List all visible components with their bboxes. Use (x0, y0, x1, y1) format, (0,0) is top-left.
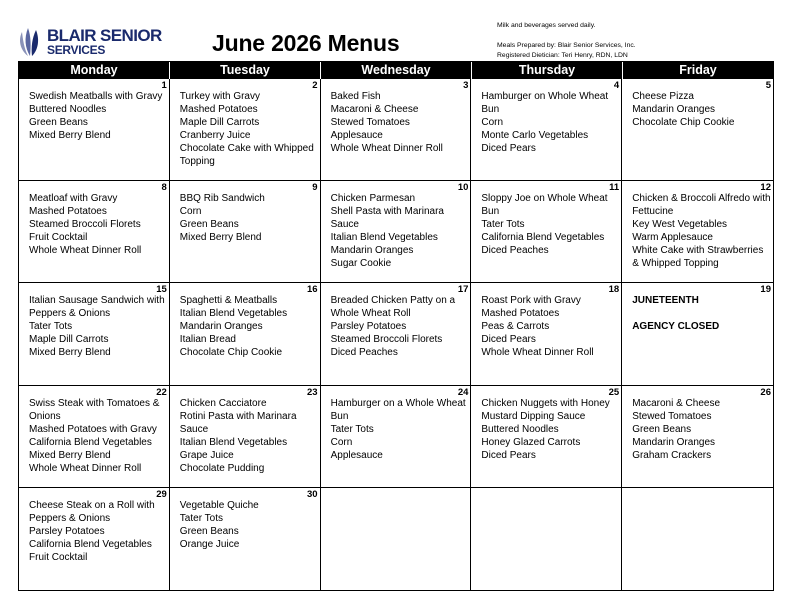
logo (16, 22, 162, 62)
menu-item: BBQ Rib Sandwich (179, 193, 265, 205)
menu-item: Chocolate Chip Cookie (632, 117, 735, 128)
menu-item: Shell Pasta with Marinara Sauce (330, 206, 444, 231)
beverage-note: Milk and beverages served daily. (497, 22, 596, 29)
menu-item: Tater Tots (29, 321, 73, 333)
day-number: 17 (457, 284, 469, 296)
tulip-logo-icon (16, 26, 44, 58)
menu-item: Fruit Cocktail (29, 232, 88, 244)
day-cell (471, 181, 622, 283)
day-cell (321, 79, 472, 181)
menu-item: Maple Dill Carrots (29, 334, 109, 346)
menu-item: Grape Juice (179, 449, 234, 461)
menu-item: Graham Crackers (632, 449, 712, 461)
menu-item: Italian Sausage Sandwich with Peppers & Onions (29, 295, 165, 320)
day-cell (471, 283, 622, 385)
menu-item: Cranberry Juice (179, 130, 251, 141)
menu-items (180, 499, 318, 551)
day-number: 26 (760, 386, 771, 398)
menu-items (180, 90, 318, 168)
day-cell (19, 283, 170, 385)
menu-item: Corn (481, 117, 504, 128)
menu-item: Tater Tots (481, 219, 525, 231)
menu-item: Cheese Steak on a Roll with Peppers & Onions (29, 499, 155, 524)
menu-item: Chocolate Cake with Whipped Topping (179, 143, 314, 167)
dietician-note: Registered Dietician: Teri Henry, RDN, LDN (497, 52, 628, 59)
day-number: 19 (760, 284, 771, 296)
day-cell (170, 488, 321, 590)
menu-item: Hamburger on a Whole Wheat Bun (330, 397, 466, 422)
menu-item: Parsley Potatoes (330, 321, 407, 333)
menu-item: Spaghetti & Meatballs (179, 295, 278, 307)
day-cell (321, 283, 472, 385)
menu-item: Sugar Cookie (330, 258, 392, 270)
menu-item: Tater Tots (330, 423, 374, 435)
menu-item: Corn (330, 436, 353, 448)
menu-items (481, 294, 619, 359)
day-cell (170, 181, 321, 283)
menu-item: Swedish Meatballs with Gravy (29, 91, 163, 102)
day-number: 8 (161, 182, 167, 194)
menu-item: Honey Glazed Carrots (481, 436, 581, 448)
menu-items (632, 397, 771, 462)
day-number: 16 (307, 284, 318, 296)
menu-items (632, 294, 771, 333)
menu-item: Mandarin Oranges (632, 104, 716, 115)
menu-item: Parsley Potatoes (29, 525, 105, 537)
menu-item: Roast Pork with Gravy (481, 295, 581, 307)
day-number: 23 (307, 386, 318, 398)
day-number: 24 (457, 386, 469, 398)
menu-item: Key West Vegetables (632, 219, 728, 231)
day-number: 3 (463, 80, 469, 91)
menu-items (331, 397, 469, 462)
menu-item: Breaded Chicken Patty on a Whole Wheat Roll (330, 295, 456, 320)
weekday-tuesday: Tuesday (170, 62, 321, 79)
logo-name: BLAIR SENIOR (47, 26, 162, 45)
menu-items (180, 294, 318, 359)
menu-item: Macaroni & Cheese (330, 104, 419, 115)
menu-item: Chicken Nuggets with Honey Mustard Dipping Sauce (481, 397, 610, 422)
day-number: 11 (609, 182, 620, 194)
menu-item: California Blend Vegetables (29, 538, 152, 550)
menu-item: Peas & Carrots (481, 321, 550, 333)
menu-item: Corn (179, 206, 202, 218)
day-number: 25 (608, 386, 620, 398)
menu-item: White Cake with Strawberries & Whipped Topping (632, 245, 764, 270)
menu-item: Stewed Tomatoes (632, 410, 712, 422)
menu-items (29, 294, 167, 359)
menu-item: Mashed Potatoes (179, 104, 258, 115)
day-cell (170, 79, 321, 181)
menu-item: Italian Blend Vegetables (179, 436, 288, 448)
day-number: 15 (156, 284, 167, 296)
day-number: 22 (156, 386, 167, 398)
menu-item: Turkey with Gravy (179, 91, 260, 102)
calendar-grid (19, 79, 773, 590)
menu-item: Diced Peaches (481, 245, 549, 257)
menu-item: Mixed Berry Blend (179, 232, 262, 244)
menu-item: Mandarin Oranges (330, 245, 414, 257)
menu-items (331, 294, 469, 359)
menu-item: Mandarin Oranges (632, 436, 716, 448)
day-cell (471, 488, 622, 590)
menu-item: Warm Applesauce (632, 232, 713, 244)
menu-item: Mandarin Oranges (179, 321, 263, 333)
spacer (632, 307, 771, 320)
menu-item: Diced Pears (481, 334, 536, 346)
day-number: 1 (161, 80, 167, 91)
menu-item: Vegetable Quiche (179, 499, 259, 511)
menu-item: Stewed Tomatoes (330, 117, 410, 128)
menu-items (481, 397, 619, 462)
day-cell (170, 386, 321, 488)
menu-item: Applesauce (330, 449, 383, 461)
day-number: 5 (765, 80, 771, 91)
menu-item: California Blend Vegetables (481, 232, 605, 244)
menu-item: Macaroni & Cheese (632, 397, 721, 409)
day-cell (321, 488, 472, 590)
menu-item: Whole Wheat Dinner Roll (330, 143, 443, 154)
menu-item: Buttered Noodles (29, 104, 107, 115)
menu-items (632, 90, 771, 129)
menu-item: Diced Pears (481, 143, 536, 154)
page-title: June 2026 Menus (212, 30, 400, 56)
menu-items (29, 499, 167, 564)
menu-item: Green Beans (632, 423, 692, 435)
menu-items (29, 90, 167, 142)
day-cell (170, 283, 321, 385)
menu-item: Mixed Berry Blend (29, 347, 111, 359)
day-number: 2 (312, 80, 318, 91)
menu-item: Fruit Cocktail (29, 551, 88, 563)
menu-item: Diced Pears (481, 449, 536, 461)
day-number: 4 (613, 80, 620, 91)
menu-items (180, 192, 318, 244)
weekday-thursday: Thursday (472, 62, 623, 79)
day-cell (622, 488, 773, 590)
menu-items (632, 192, 771, 270)
menu-item: Whole Wheat Dinner Roll (481, 347, 594, 359)
day-number: 9 (312, 182, 318, 194)
menu-item: Hamburger on Whole Wheat Bun (481, 91, 609, 115)
day-cell (321, 181, 472, 283)
menu-item: Mashed Potatoes (481, 308, 560, 320)
menu-item: Sloppy Joe on Whole Wheat Bun (481, 193, 608, 218)
day-cell (19, 79, 170, 181)
weekday-header (19, 62, 773, 79)
menu-items (29, 397, 167, 475)
menu-item: Italian Bread (179, 334, 236, 346)
day-number: 12 (760, 182, 771, 194)
menu-item: Whole Wheat Dinner Roll (29, 245, 142, 257)
menu-items (29, 192, 167, 257)
menu-item: Diced Peaches (330, 347, 398, 359)
menu-item: Chocolate Pudding (179, 462, 265, 474)
menu-item: Steamed Broccoli Florets (330, 334, 443, 346)
day-cell (622, 181, 773, 283)
menu-items (331, 192, 469, 270)
day-cell (321, 386, 472, 488)
menu-item: Swiss Steak with Tomatoes & Onions (29, 397, 160, 422)
menu-item: Mashed Potatoes with Gravy (29, 423, 157, 435)
menu-item: Chicken & Broccoli Alfredo with Fettucine (632, 193, 771, 218)
menu-item: Tater Tots (179, 512, 223, 524)
menu-items (331, 90, 469, 155)
menu-item: Italian Blend Vegetables (179, 308, 288, 320)
day-cell (19, 181, 170, 283)
menu-item: Baked Fish (330, 91, 381, 102)
weekday-wednesday: Wednesday (321, 62, 472, 79)
menu-item: Maple Dill Carrots (179, 117, 260, 128)
menu-item: Green Beans (29, 117, 88, 128)
menu-item: Chicken Parmesan (330, 193, 416, 205)
weekday-friday: Friday (679, 63, 717, 77)
menu-item: Italian Blend Vegetables (330, 232, 438, 244)
menu-item: California Blend Vegetables (29, 436, 152, 448)
day-cell (471, 79, 622, 181)
menu-item: Green Beans (179, 219, 239, 231)
menu-items (180, 397, 318, 475)
menu-item: Mixed Berry Blend (29, 449, 111, 461)
menu-item: Whole Wheat Dinner Roll (29, 462, 142, 474)
menu-item: Buttered Noodles (481, 423, 559, 435)
logo-subname: SERVICES (47, 43, 106, 57)
menu-items (481, 90, 619, 155)
day-cell (19, 386, 170, 488)
menu-calendar (18, 61, 774, 591)
menu-item: Meatloaf with Gravy (29, 193, 118, 205)
day-number: 18 (608, 284, 620, 296)
menu-item: Mixed Berry Blend (29, 130, 111, 141)
menu-item: Green Beans (179, 525, 239, 537)
special-notice: JUNETEENTH (632, 295, 699, 307)
prepared-by-note: Meals Prepared by: Blair Senior Services, Inc. (497, 42, 636, 49)
day-cell (19, 488, 170, 590)
menu-items (481, 192, 619, 257)
day-number: 30 (307, 488, 318, 500)
menu-item: Monte Carlo Vegetables (481, 130, 589, 141)
menu-item: Rotini Pasta with Marinara Sauce (179, 410, 297, 435)
day-cell (622, 386, 773, 488)
menu-item: Orange Juice (179, 538, 240, 550)
day-cell (622, 79, 773, 181)
day-number: 10 (457, 182, 469, 194)
menu-item: Steamed Broccoli Florets (29, 219, 141, 231)
weekday-monday: Monday (19, 62, 170, 79)
day-cell (622, 283, 773, 385)
special-notice: AGENCY CLOSED (632, 321, 720, 333)
menu-item: Mashed Potatoes (29, 206, 107, 218)
menu-item: Cheese Pizza (632, 91, 694, 102)
day-number: 29 (156, 488, 167, 500)
menu-item: Chocolate Chip Cookie (179, 347, 283, 359)
menu-item: Applesauce (330, 130, 383, 141)
menu-item: Chicken Cacciatore (179, 397, 267, 409)
day-cell (471, 386, 622, 488)
